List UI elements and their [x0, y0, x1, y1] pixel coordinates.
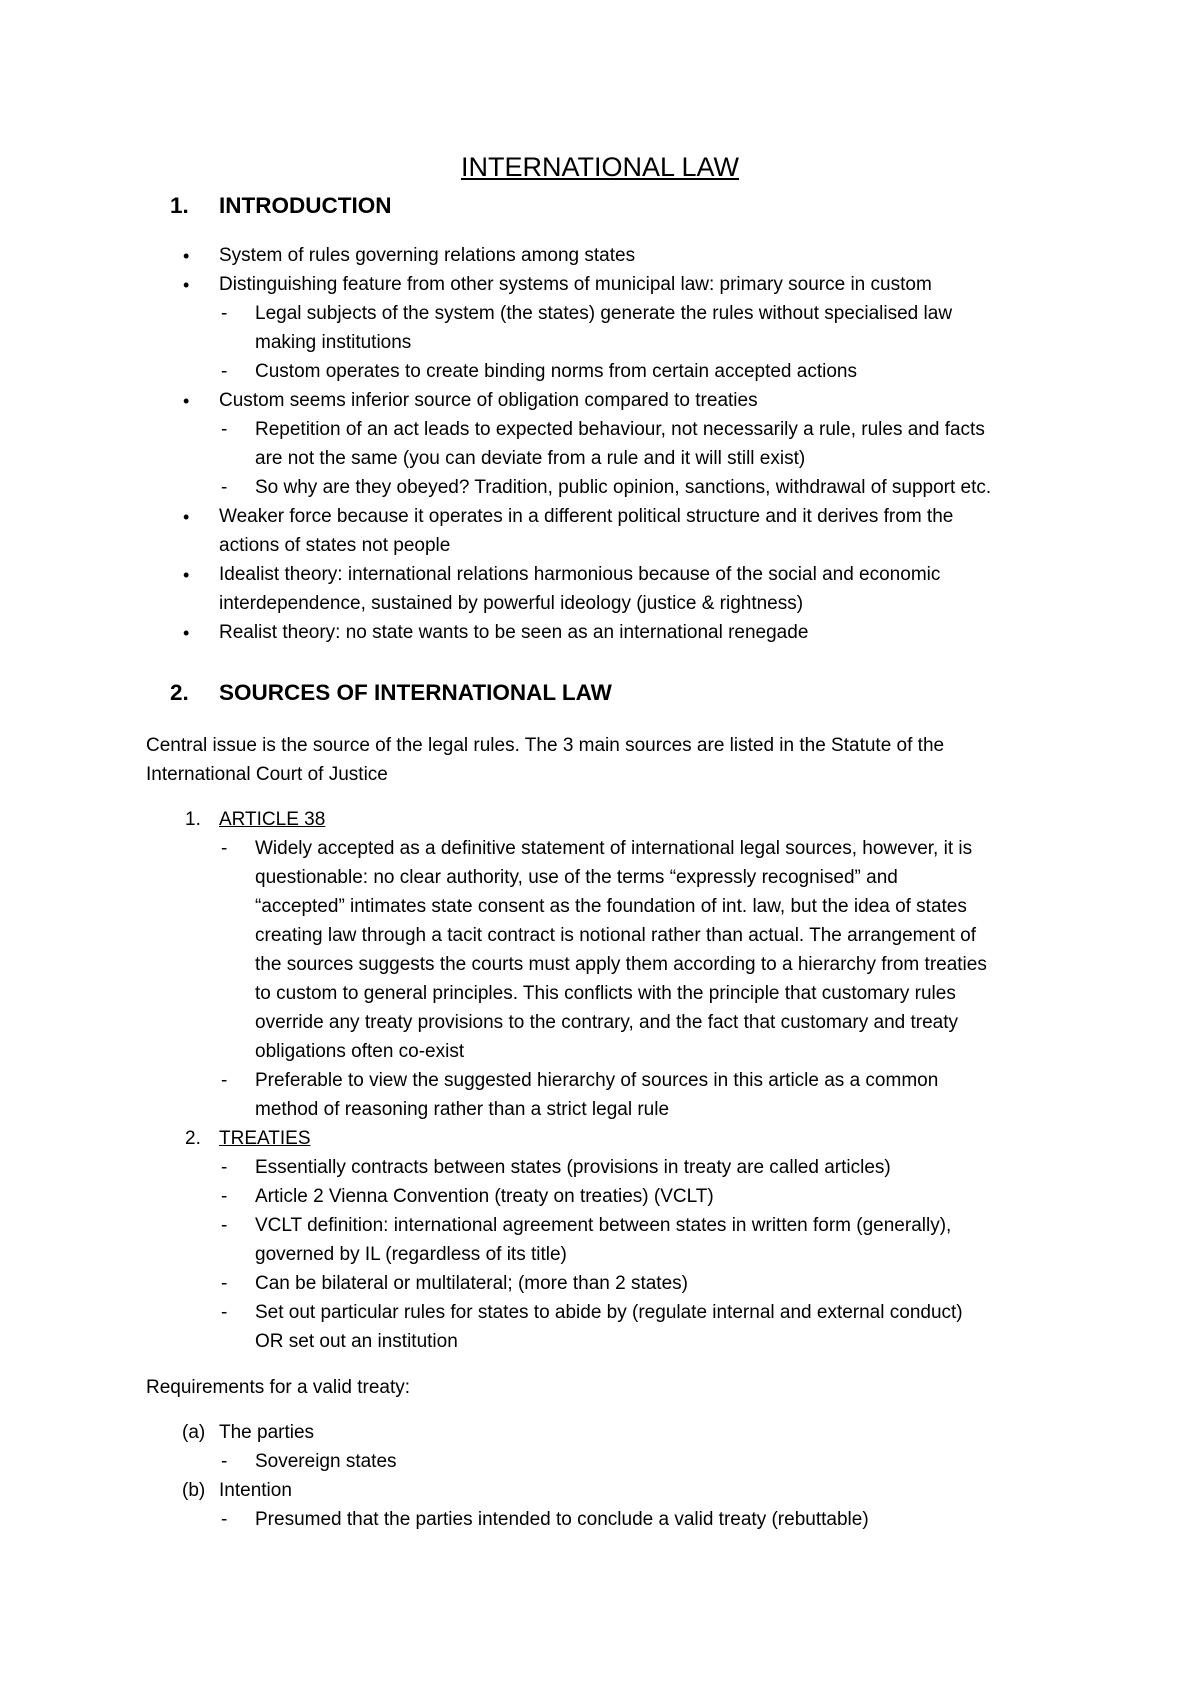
dash-marker: -	[221, 303, 228, 324]
section-heading: INTRODUCTION	[219, 193, 392, 218]
list-item: method of reasoning rather than a strict legal rule	[255, 1099, 670, 1120]
list-item: interdependence, sustained by powerful ideology (justice & rightness)	[219, 593, 804, 614]
section-number: 2.	[170, 680, 189, 705]
item-marker: (b)	[182, 1480, 206, 1501]
list-item: So why are they obeyed? Tradition, public opinion, sanctions, withdrawal of support etc.	[255, 477, 992, 498]
list-item: VCLT definition: international agreement between states in written form (generally),	[255, 1215, 952, 1236]
list-item: Repetition of an act leads to expected behaviour, not necessarily a rule, rules and facts	[255, 419, 985, 440]
list-item: Preferable to view the suggested hierarchy of sources in this article as a common	[255, 1070, 939, 1091]
subsection-number: 1.	[185, 809, 201, 830]
dash-marker: -	[221, 1215, 228, 1236]
list-item: making institutions	[255, 332, 412, 353]
bullet-marker: •	[183, 565, 190, 585]
list-item: override any treaty provisions to the contrary, and the fact that customary and treaty	[255, 1012, 958, 1033]
list-item: governed by IL (regardless of its title)	[255, 1244, 567, 1265]
dash-marker: -	[221, 419, 228, 440]
list-item: questionable: no clear authority, use of the terms “expressly recognised” and	[255, 867, 898, 888]
dash-marker: -	[221, 1302, 228, 1323]
requirements-heading: Requirements for a valid treaty:	[146, 1377, 411, 1398]
bullet-marker: •	[183, 246, 190, 266]
document-title: INTERNATIONAL LAW	[460, 152, 740, 182]
item-label: Intention	[219, 1480, 292, 1501]
list-item: Set out particular rules for states to abide by (regulate internal and external conduct)	[255, 1302, 963, 1323]
bullet-marker: •	[183, 623, 190, 643]
bullet-marker: •	[183, 275, 190, 295]
list-item: Realist theory: no state wants to be seen as an international renegade	[219, 622, 809, 643]
subsection-number: 2.	[185, 1128, 201, 1149]
list-item: the sources suggests the courts must apply them according to a hierarchy from treaties	[255, 954, 987, 975]
item-label: The parties	[219, 1422, 315, 1443]
list-item: “accepted” intimates state consent as the foundation of int. law, but the idea of states	[255, 896, 967, 917]
bullet-marker: •	[183, 507, 190, 527]
list-item: Article 2 Vienna Convention (treaty on treaties) (VCLT)	[255, 1186, 714, 1207]
list-item: creating law through a tacit contract is notional rather than actual. The arrangement of	[255, 925, 977, 946]
bullet-marker: •	[183, 391, 190, 411]
list-item: Can be bilateral or multilateral; (more than 2 states)	[255, 1273, 688, 1294]
section-number: 1.	[170, 193, 189, 218]
list-item: Sovereign states	[255, 1451, 397, 1472]
list-item: obligations often co-exist	[255, 1041, 465, 1062]
dash-marker: -	[221, 838, 228, 859]
dash-marker: -	[221, 1451, 228, 1472]
list-item: OR set out an institution	[255, 1331, 458, 1352]
paragraph-line: International Court of Justice	[146, 764, 388, 785]
dash-marker: -	[221, 1273, 228, 1294]
list-item: Custom operates to create binding norms from certain accepted actions	[255, 361, 857, 382]
paragraph-line: Central issue is the source of the legal rules. The 3 main sources are listed in the Statute of the	[146, 735, 945, 756]
dash-marker: -	[221, 1186, 228, 1207]
dash-marker: -	[221, 361, 228, 382]
list-item: Presumed that the parties intended to conclude a valid treaty (rebuttable)	[255, 1509, 869, 1530]
list-item: Idealist theory: international relations harmonious because of the social and economic	[219, 564, 941, 585]
subsection-label: TREATIES	[219, 1128, 311, 1149]
list-item: Widely accepted as a definitive statement of international legal sources, however, it is	[255, 838, 973, 859]
list-item: to custom to general principles. This conflicts with the principle that customary rules	[255, 983, 956, 1004]
list-item: Distinguishing feature from other systems of municipal law: primary source in custom	[219, 274, 932, 295]
section-heading: SOURCES OF INTERNATIONAL LAW	[219, 680, 612, 705]
dash-marker: -	[221, 477, 228, 498]
list-item: Legal subjects of the system (the states) generate the rules without specialised law	[255, 303, 953, 324]
item-marker: (a)	[182, 1422, 206, 1443]
list-item: Custom seems inferior source of obligation compared to treaties	[219, 390, 758, 411]
dash-marker: -	[221, 1509, 228, 1530]
list-item: actions of states not people	[219, 535, 451, 556]
subsection-label: ARTICLE 38	[219, 809, 326, 830]
list-item: Essentially contracts between states (provisions in treaty are called articles)	[255, 1157, 891, 1178]
dash-marker: -	[221, 1157, 228, 1178]
list-item: are not the same (you can deviate from a rule and it will still exist)	[255, 448, 806, 469]
list-item: System of rules governing relations among states	[219, 245, 636, 266]
dash-marker: -	[221, 1070, 228, 1091]
list-item: Weaker force because it operates in a different political structure and it derives from the	[219, 506, 954, 527]
